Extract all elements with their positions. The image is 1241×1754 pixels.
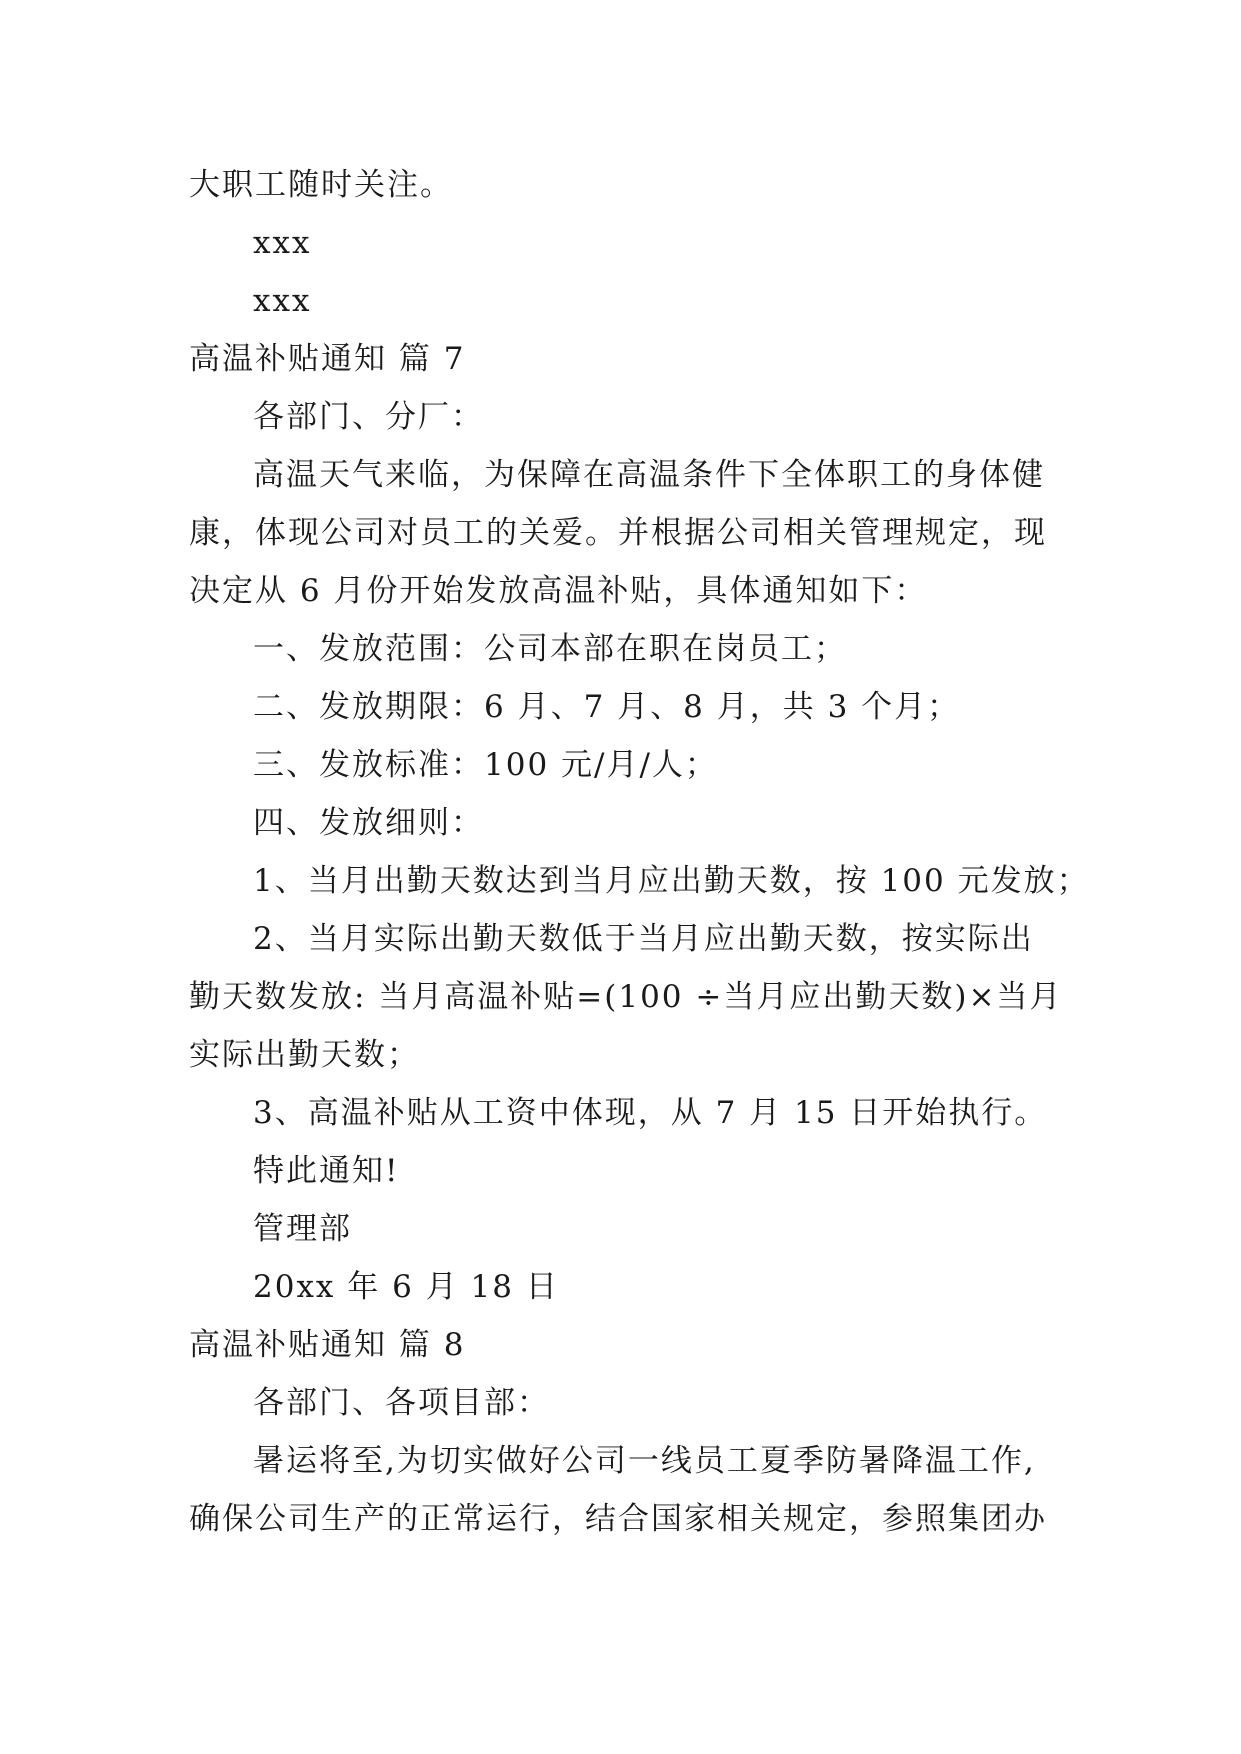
issue-date: 20xx 年 6 月 18 日: [253, 1269, 559, 1305]
list-item: 三、发放标准：100 元/月/人；: [253, 747, 718, 783]
paragraph-line: 大职工随时关注。: [189, 167, 453, 203]
paragraph-line: 确保公司生产的正常运行，结合国家相关规定，参照集团办: [189, 1501, 1047, 1537]
paragraph-line: 暑运将至,为切实做好公司一线员工夏季防暑降温工作,: [253, 1443, 1036, 1479]
issuer-name: 管理部: [253, 1211, 352, 1247]
document-body: [189, 156, 1090, 1548]
paragraph-line: 康，体现公司对员工的关爱。并根据公司相关管理规定，现: [189, 515, 1047, 551]
salutation: 各部门、分厂：: [253, 399, 484, 435]
closing-line: 特此通知!: [253, 1153, 400, 1189]
section-heading: 高温补贴通知 篇 8: [189, 1327, 466, 1363]
list-item: 四、发放细则：: [253, 805, 484, 841]
paragraph-line: 勤天数发放: 当月高温补贴=(100 ÷当月应出勤天数)×当月: [189, 979, 1063, 1015]
list-item: 二、发放期限：6 月、7 月、8 月，共 3 个月；: [253, 689, 961, 725]
signature-line: xxx: [253, 283, 312, 319]
signature-line: xxx: [253, 225, 312, 261]
paragraph-line: 高温天气来临，为保障在高温条件下全体职工的身体健: [253, 457, 1045, 493]
list-item: 1、当月出勤天数达到当月应出勤天数，按 100 元发放；: [253, 863, 1090, 899]
paragraph-line: 实际出勤天数；: [189, 1037, 420, 1073]
section-heading: 高温补贴通知 篇 7: [189, 341, 466, 377]
list-item: 一、发放范围：公司本部在职在岗员工；: [253, 631, 847, 667]
list-item: 2、当月实际出勤天数低于当月应出勤天数，按实际出: [253, 921, 1034, 957]
paragraph-line: 决定从 6 月份开始发放高温补贴，具体通知如下：: [189, 573, 928, 609]
list-item: 3、高温补贴从工资中体现，从 7 月 15 日开始执行。: [253, 1095, 1048, 1131]
salutation: 各部门、各项目部：: [253, 1385, 550, 1421]
